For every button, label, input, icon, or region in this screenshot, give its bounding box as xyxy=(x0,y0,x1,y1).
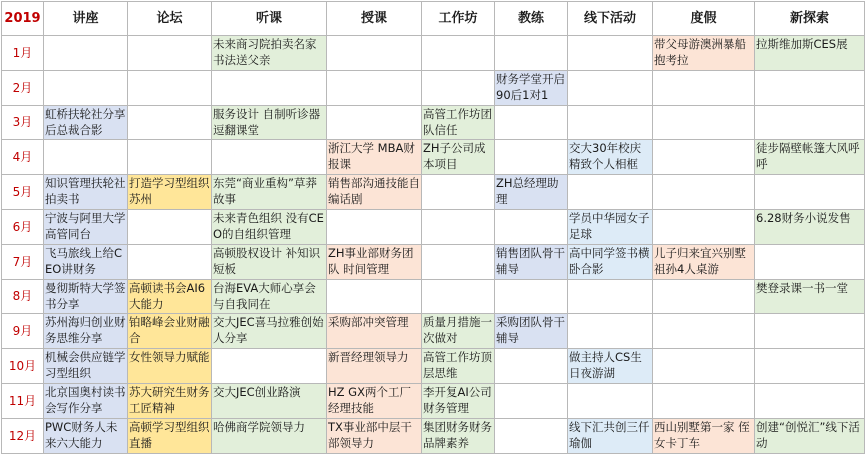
activity-text: 未来商习院拍卖名家书法送父亲 xyxy=(213,37,317,67)
activity-cell[interactable] xyxy=(755,383,865,418)
activity-text: 曼彻斯特大学签书分享 xyxy=(45,280,126,311)
activity-cell[interactable] xyxy=(422,314,495,349)
activity-text xyxy=(654,384,753,416)
activity-text xyxy=(756,175,863,207)
activity-cell[interactable] xyxy=(212,70,327,105)
activity-text: 新晋经理领导力 xyxy=(328,350,409,365)
month-label: 9月 xyxy=(2,314,44,349)
activity-text: ZH总经理助理 xyxy=(496,176,559,207)
activity-cell[interactable] xyxy=(212,244,327,279)
activity-text: 带父母游澳洲暴船 抱考拉 xyxy=(654,37,746,67)
activity-text xyxy=(496,280,566,312)
activity-text: 铂略峰会业财融合 xyxy=(129,315,210,346)
activity-cell[interactable] xyxy=(422,70,495,105)
activity-text xyxy=(129,140,210,172)
activity-cell[interactable] xyxy=(212,418,327,453)
activity-cell[interactable] xyxy=(495,70,568,105)
activity-text xyxy=(756,384,863,416)
activity-cell[interactable] xyxy=(44,70,128,105)
activity-cell[interactable] xyxy=(755,314,865,349)
activity-cell[interactable] xyxy=(327,349,422,384)
activity-text: 高管工作坊团队信任 xyxy=(423,106,492,137)
table-body xyxy=(2,36,865,454)
activity-cell[interactable] xyxy=(128,383,212,418)
activity-text xyxy=(423,245,493,277)
activity-cell[interactable] xyxy=(568,383,653,418)
activity-cell[interactable] xyxy=(495,175,568,210)
table-row xyxy=(2,279,865,314)
activity-cell[interactable] xyxy=(327,244,422,279)
activity-text: 李开复AI公司财务管理 xyxy=(423,384,492,415)
activity-text xyxy=(496,106,566,138)
activity-text xyxy=(129,36,210,68)
activity-text xyxy=(496,384,566,416)
month-label: 11月 xyxy=(2,383,44,418)
activity-text: 交大JEC喜马拉雅创始人分享 xyxy=(213,315,324,346)
activity-cell[interactable] xyxy=(653,70,755,105)
activity-cell[interactable] xyxy=(327,383,422,418)
activity-cell[interactable] xyxy=(755,175,865,210)
year-header: 2019 xyxy=(2,2,44,36)
activity-cell[interactable] xyxy=(44,105,128,140)
activity-text xyxy=(45,36,126,68)
activity-cell[interactable] xyxy=(495,244,568,279)
month-label: 6月 xyxy=(2,209,44,244)
activity-text: 高中同学签书横卧合影 xyxy=(569,245,650,276)
activity-text xyxy=(213,71,325,103)
activity-text: 飞马旅线上给CEO讲财务 xyxy=(45,245,123,276)
activity-text: 质量月措施一次做对 xyxy=(423,315,492,346)
activity-cell[interactable] xyxy=(568,140,653,175)
activity-text: HZ GX两个工厂经理技能 xyxy=(328,384,411,415)
activity-text: 机械会供应链学习型组织 xyxy=(45,350,126,381)
activity-text: 苏大研究生财务工匠精神 xyxy=(129,384,210,415)
activity-text: 高顿读书会AI6大能力 xyxy=(129,280,206,311)
activity-text: 高顿股权设计 补知识短板 xyxy=(213,245,321,276)
activity-text: 做主持人CS生日夜游湖 xyxy=(569,350,642,381)
table-row xyxy=(2,418,865,453)
column-header-offline-event[interactable]: 线下活动 xyxy=(568,2,653,36)
month-label: 1月 xyxy=(2,36,44,71)
activity-text: 儿子归来宜兴别墅 祖孙4人桌游 xyxy=(654,245,746,276)
activity-text xyxy=(756,106,863,138)
activity-text: 采购团队骨干辅导 xyxy=(496,315,565,346)
header-row xyxy=(2,2,865,36)
activity-cell[interactable] xyxy=(422,140,495,175)
activity-text xyxy=(129,71,210,103)
column-header-forum[interactable]: 论坛 xyxy=(128,2,212,36)
activity-cell[interactable] xyxy=(495,209,568,244)
activity-text: 服务设计 自制听诊器逗翻课堂 xyxy=(213,106,321,137)
activity-cell[interactable] xyxy=(653,349,755,384)
activity-text: 苏州海归创业财务思维分享 xyxy=(45,315,126,346)
column-header-teaching[interactable]: 授课 xyxy=(327,2,422,36)
activity-cell[interactable] xyxy=(128,70,212,105)
activity-cell[interactable] xyxy=(653,140,755,175)
activity-cell[interactable] xyxy=(327,279,422,314)
activity-text xyxy=(569,36,651,68)
activity-text xyxy=(756,349,863,381)
activity-cell[interactable] xyxy=(495,36,568,71)
activity-cell[interactable] xyxy=(755,70,865,105)
activity-cell[interactable] xyxy=(568,70,653,105)
table-row xyxy=(2,36,865,71)
activity-cell[interactable] xyxy=(422,105,495,140)
activity-cell[interactable] xyxy=(327,105,422,140)
activity-text: ZH子公司成本项目 xyxy=(423,141,486,172)
activity-text: 台海EVA大师心享会与自我同在 xyxy=(213,280,316,311)
activity-text: 创建“创悦汇”线下活动 xyxy=(756,419,860,450)
month-label: 5月 xyxy=(2,175,44,210)
table-row xyxy=(2,314,865,349)
activity-text: 西山别墅第一家 侄女卡丁车 xyxy=(654,419,750,450)
activity-text xyxy=(129,106,210,138)
activity-text xyxy=(569,314,651,346)
activity-cell[interactable] xyxy=(44,383,128,418)
activity-cell[interactable] xyxy=(422,175,495,210)
column-header-new-exploration[interactable]: 新探索 xyxy=(755,2,865,36)
activity-cell[interactable] xyxy=(422,279,495,314)
activity-text xyxy=(423,175,493,207)
activity-text xyxy=(423,210,493,242)
activity-text: 学员中华园女子足球 xyxy=(569,210,650,241)
activity-cell[interactable] xyxy=(653,209,755,244)
table-row xyxy=(2,105,865,140)
month-label: 2月 xyxy=(2,70,44,105)
activity-cell[interactable] xyxy=(568,175,653,210)
activity-text xyxy=(654,210,753,242)
activity-cell[interactable] xyxy=(44,349,128,384)
activity-text xyxy=(654,314,753,346)
activity-text: 销售部沟通技能自编话剧 xyxy=(328,176,420,207)
activity-text: 集团财务财务品牌素养 xyxy=(423,419,492,450)
activity-cell[interactable] xyxy=(495,140,568,175)
activity-cell[interactable] xyxy=(422,244,495,279)
activity-cell[interactable] xyxy=(653,175,755,210)
activity-text xyxy=(569,71,651,103)
table-row xyxy=(2,349,865,384)
activity-cell[interactable] xyxy=(128,244,212,279)
activity-cell[interactable] xyxy=(327,175,422,210)
activity-cell[interactable] xyxy=(44,279,128,314)
table-row xyxy=(2,383,865,418)
activity-text xyxy=(423,71,493,103)
activity-text xyxy=(213,140,325,172)
activity-cell[interactable] xyxy=(44,36,128,71)
activity-cell[interactable] xyxy=(755,244,865,279)
activity-cell[interactable] xyxy=(128,140,212,175)
activity-text: 哈佛商学院领导力 xyxy=(213,419,305,434)
activity-cell[interactable] xyxy=(44,418,128,453)
activity-text: 浙江大学 MBA财报课 xyxy=(328,141,415,172)
activity-cell[interactable] xyxy=(422,383,495,418)
activity-cell[interactable] xyxy=(128,279,212,314)
activity-text: 高顿学习型组织直播 xyxy=(129,419,210,450)
activity-cell[interactable] xyxy=(212,383,327,418)
activity-text: 线下汇共创三仟瑜伽 xyxy=(569,419,650,450)
activity-cell[interactable] xyxy=(495,314,568,349)
activity-text xyxy=(569,384,651,416)
activity-text: 未来青色组织 没有CEO的自组织管理 xyxy=(213,210,324,241)
activity-cell[interactable] xyxy=(653,36,755,71)
activity-text xyxy=(129,210,210,242)
activity-text xyxy=(569,280,651,312)
activity-cell[interactable] xyxy=(212,349,327,384)
activity-cell[interactable] xyxy=(568,209,653,244)
activity-text xyxy=(654,175,753,207)
table-row xyxy=(2,209,865,244)
activity-cell[interactable] xyxy=(128,105,212,140)
table-row xyxy=(2,244,865,279)
activity-cell[interactable] xyxy=(44,175,128,210)
activity-cell[interactable] xyxy=(755,418,865,453)
activity-cell[interactable] xyxy=(755,36,865,71)
activity-cell[interactable] xyxy=(653,418,755,453)
table-row xyxy=(2,140,865,175)
activity-cell[interactable] xyxy=(653,383,755,418)
activity-text: 樊登录课一书一堂 xyxy=(756,280,848,295)
activity-text: 北京国奥村读书会写作分享 xyxy=(45,384,126,415)
month-label: 12月 xyxy=(2,418,44,453)
activity-text: 宁波与阿里大学高管同台 xyxy=(45,210,126,241)
activity-text: 徒步隔壁帐篷大风呼呼 xyxy=(756,141,860,172)
column-header-lecture[interactable]: 讲座 xyxy=(44,2,128,36)
activity-text xyxy=(756,245,863,277)
activity-cell[interactable] xyxy=(212,175,327,210)
activity-text xyxy=(129,245,210,277)
activity-cell[interactable] xyxy=(495,279,568,314)
activity-cell[interactable] xyxy=(568,314,653,349)
activity-cell[interactable] xyxy=(653,279,755,314)
activity-text xyxy=(654,280,753,312)
activity-text xyxy=(654,71,753,103)
table-row xyxy=(2,175,865,210)
activity-text xyxy=(328,106,420,138)
activity-cell[interactable] xyxy=(212,36,327,71)
activity-cell[interactable] xyxy=(568,105,653,140)
activity-text xyxy=(328,71,420,103)
activity-cell[interactable] xyxy=(653,314,755,349)
activity-text xyxy=(45,71,126,103)
activity-text xyxy=(328,36,420,68)
column-header-coaching[interactable]: 教练 xyxy=(495,2,568,36)
activity-cell[interactable] xyxy=(128,175,212,210)
activity-cell[interactable] xyxy=(327,418,422,453)
activity-text: 采购部冲突管理 xyxy=(328,315,409,330)
activity-text: TX事业部中层干部领导力 xyxy=(328,419,412,450)
activity-text xyxy=(654,349,753,381)
month-label: 7月 xyxy=(2,244,44,279)
month-label: 3月 xyxy=(2,105,44,140)
activity-text: ZH事业部财务团队 时间管理 xyxy=(328,245,414,276)
activity-cell[interactable] xyxy=(212,314,327,349)
activity-text: 交大JEC创业路演 xyxy=(213,384,301,399)
activity-text: 交大30年校庆精致个人相框 xyxy=(569,141,642,172)
month-label: 4月 xyxy=(2,140,44,175)
activity-cell[interactable] xyxy=(212,105,327,140)
column-header-attend-class[interactable]: 听课 xyxy=(212,2,327,36)
activity-cell[interactable] xyxy=(128,418,212,453)
activity-cell[interactable] xyxy=(568,36,653,71)
activity-text xyxy=(423,280,493,312)
activity-cell[interactable] xyxy=(212,209,327,244)
activity-text xyxy=(328,210,420,242)
activity-cell[interactable] xyxy=(422,209,495,244)
activity-cell[interactable] xyxy=(44,140,128,175)
activity-cell[interactable] xyxy=(128,314,212,349)
column-header-workshop[interactable]: 工作坊 xyxy=(422,2,495,36)
table-row xyxy=(2,70,865,105)
activity-cell[interactable] xyxy=(755,349,865,384)
activity-text xyxy=(756,71,863,103)
activity-cell[interactable] xyxy=(327,209,422,244)
activity-cell[interactable] xyxy=(327,140,422,175)
activity-cell[interactable] xyxy=(44,209,128,244)
activity-cell[interactable] xyxy=(495,349,568,384)
activity-cell[interactable] xyxy=(755,209,865,244)
activity-text: 高管工作坊顶层思维 xyxy=(423,350,492,381)
activity-text: PWC财务人未来六大能力 xyxy=(45,419,118,450)
activity-cell[interactable] xyxy=(495,105,568,140)
activity-cell[interactable] xyxy=(653,105,755,140)
activity-text: 打造学习型组织 苏州 xyxy=(129,176,210,207)
activity-cell[interactable] xyxy=(568,244,653,279)
activity-cell[interactable] xyxy=(422,36,495,71)
month-label: 10月 xyxy=(2,349,44,384)
activity-cell[interactable] xyxy=(755,140,865,175)
activity-cell[interactable] xyxy=(44,244,128,279)
activity-text: 东莞“商业重构”草莽故事 xyxy=(213,176,317,207)
activity-cell[interactable] xyxy=(128,209,212,244)
activity-cell[interactable] xyxy=(568,349,653,384)
activity-text xyxy=(496,36,566,68)
activity-text xyxy=(496,419,566,451)
activity-text: 知识管理扶轮社拍卖书 xyxy=(45,176,126,207)
activity-cell[interactable] xyxy=(755,279,865,314)
activity-text xyxy=(213,349,325,381)
activity-cell[interactable] xyxy=(755,105,865,140)
activity-cell[interactable] xyxy=(495,383,568,418)
activity-cell[interactable] xyxy=(327,314,422,349)
calendar-spreadsheet xyxy=(0,1,865,451)
activity-text: 财务学堂开启90后1对1 xyxy=(496,71,565,102)
activity-cell[interactable] xyxy=(44,314,128,349)
activity-cell[interactable] xyxy=(495,418,568,453)
activity-text xyxy=(496,140,566,172)
activity-text: 虹桥扶轮社分享后总裁合影 xyxy=(45,106,126,137)
activity-cell[interactable] xyxy=(128,36,212,71)
activity-cell[interactable] xyxy=(212,279,327,314)
activity-text: 销售团队骨干辅导 xyxy=(496,245,565,276)
activity-text xyxy=(45,140,126,172)
activity-text xyxy=(496,210,566,242)
activity-text xyxy=(654,140,753,172)
activity-cell[interactable] xyxy=(422,418,495,453)
activity-text xyxy=(569,106,651,138)
activity-text: 6.28财务小说发售 xyxy=(756,210,851,225)
month-label: 8月 xyxy=(2,279,44,314)
activity-text: 女性领导力赋能 xyxy=(129,350,210,365)
activity-text xyxy=(756,314,863,346)
activity-cell[interactable] xyxy=(128,349,212,384)
column-header-vacation[interactable]: 度假 xyxy=(653,2,755,36)
activity-cell[interactable] xyxy=(212,140,327,175)
activity-cell[interactable] xyxy=(653,244,755,279)
activity-text xyxy=(569,175,651,207)
activity-cell[interactable] xyxy=(422,349,495,384)
activity-cell[interactable] xyxy=(327,70,422,105)
activity-text xyxy=(496,349,566,381)
activity-table xyxy=(1,1,865,454)
activity-cell[interactable] xyxy=(568,279,653,314)
activity-text xyxy=(328,280,420,312)
activity-text xyxy=(654,106,753,138)
activity-cell[interactable] xyxy=(568,418,653,453)
activity-text xyxy=(423,36,493,68)
activity-text: 拉斯维加斯CES展 xyxy=(756,37,848,51)
activity-cell[interactable] xyxy=(327,36,422,71)
